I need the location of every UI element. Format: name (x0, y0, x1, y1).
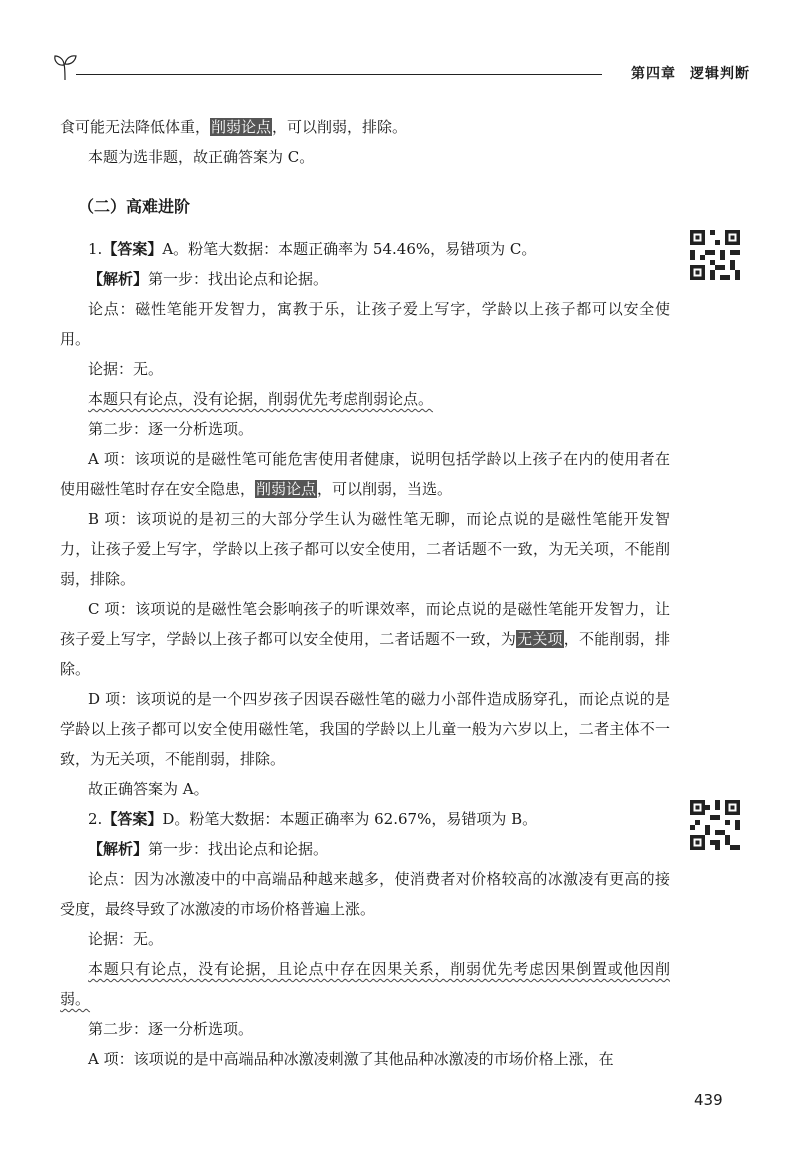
highlighted-term: 削弱论点 (256, 480, 317, 498)
qr-code-icon (690, 800, 740, 850)
text-span: 食可能无法降低体重， (60, 118, 211, 136)
answer-tag: 【答案】 (102, 240, 163, 258)
answer-text: D。粉笔大数据：本题正确率为 62.67%，易错项为 B。 (162, 810, 538, 828)
text-span: ，可以削弱，当选。 (317, 480, 453, 498)
q1-analysis (60, 264, 670, 294)
q2-thesis: 论点：因为冰激凌中的中高端品种越来越多，使消费者对价格较高的冰激凌有更高的接受度，最终导致了冰激凌的市场价格普遍上涨。 (60, 870, 670, 918)
chapter-title (631, 63, 750, 83)
page-header (52, 52, 752, 88)
step-text: 第一步：找出论点和论据。 (148, 270, 329, 288)
question-number: 1. (88, 240, 103, 258)
q2-answer (60, 804, 670, 834)
page-body (60, 112, 670, 1074)
q1-step2: 第二步：逐一分析选项。 (88, 420, 254, 438)
header-rule (76, 74, 602, 75)
q1-strategy (60, 384, 670, 414)
analysis-tag: 【解析】 (88, 840, 149, 858)
q1-conclusion: 故正确答案为 A。 (88, 780, 209, 798)
q1-option-b: B 项：该项说的是初三的大部分学生认为磁性笔无聊，而论点说的是磁性笔能开发智力，让孩子爱上写字，学龄以上孩子都可以安全使用，二者话题不一致，为无关项，不能削弱，排除。 (60, 510, 670, 588)
text-span: ，可以削弱，排除。 (272, 118, 408, 136)
q1-evidence: 论据：无。 (88, 360, 164, 378)
qr-code-q1[interactable] (690, 230, 740, 280)
chapter-name: 逻辑判断 (690, 66, 750, 82)
q2-analysis (60, 834, 670, 864)
text-span: A 项：该项说的是磁性笔可能危害使用者健康，说明包括学龄以上孩子在内的使用者在使用磁性笔时存在安全隐患， (60, 450, 670, 498)
intro-answer: 本题为选非题，故正确答案为 C。 (88, 148, 315, 166)
step-text: 第一步：找出论点和论据。 (148, 840, 329, 858)
qr-code-q2[interactable] (690, 800, 740, 850)
highlighted-term: 削弱论点 (211, 118, 272, 136)
q2-evidence: 论据：无。 (88, 930, 164, 948)
q1-option-c (60, 594, 670, 684)
q1-thesis: 论点：磁性笔能开发智力，寓教于乐，让孩子爱上写字，学龄以上孩子都可以安全使用。 (60, 300, 670, 348)
q2-step2: 第二步：逐一分析选项。 (88, 1020, 254, 1038)
q1-answer (60, 234, 670, 264)
answer-text: A。粉笔大数据：本题正确率为 54.46%，易错项为 C。 (162, 240, 537, 258)
text-span: ，不能削弱，排除。 (60, 630, 670, 678)
highlighted-term: 无关项 (517, 630, 563, 648)
analysis-tag: 【解析】 (88, 270, 149, 288)
q2-strategy (60, 954, 670, 1014)
section-title: （二）高难进阶 (78, 197, 191, 216)
answer-tag: 【答案】 (102, 810, 163, 828)
intro-paragraph (60, 112, 670, 142)
leaf-sprout-icon (52, 52, 78, 82)
q1-option-d: D 项：该项说的是一个四岁孩子因误吞磁性笔的磁力小部件造成肠穿孔，而论点说的是学龄以上孩子都可以安全使用磁性笔，我国的学龄以上儿童一般为六岁以上，二者主体不一致，为无关项，不能削弱，排除。 (60, 690, 670, 768)
text-span: C 项：该项说的是磁性笔会影响孩子的听课效率，而论点说的是磁性笔能开发智力，让孩子爱上写字，学龄以上孩子都可以安全使用，二者话题不一致，为 (60, 600, 670, 648)
wavy-underlined-text: 本题只有论点，没有论据，且论点中存在因果关系，削弱优先考虑因果倒置或他因削弱。 (60, 960, 670, 1008)
chapter-number: 第四章 (631, 66, 676, 82)
q2-option-a: A 项：该项说的是中高端品种冰激凌刺激了其他品种冰激凌的市场价格上涨，在 (88, 1050, 614, 1068)
qr-code-icon (690, 230, 740, 280)
q1-option-a (60, 444, 670, 504)
wavy-underlined-text: 本题只有论点，没有论据，削弱优先考虑削弱论点。 (88, 390, 434, 408)
question-number: 2. (88, 810, 103, 828)
page-number: 439 (694, 1091, 723, 1109)
